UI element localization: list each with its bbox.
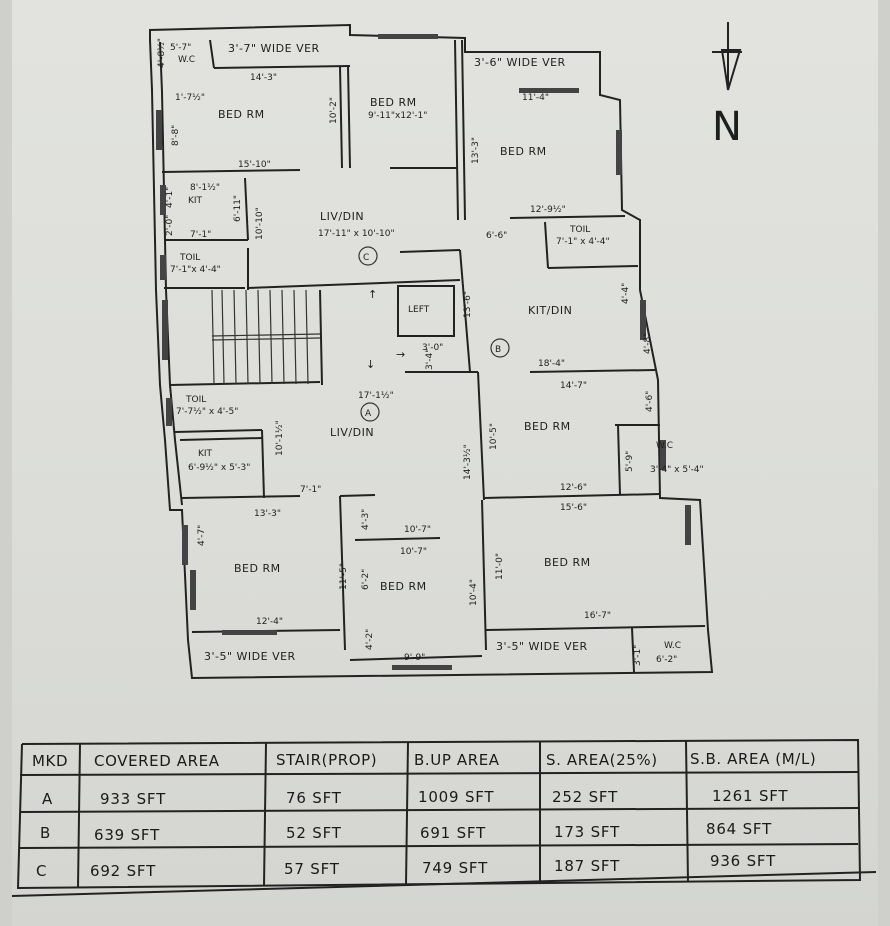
- row-b-mkd: B: [40, 824, 52, 842]
- row-b-sbarea: 864 SFT: [706, 820, 773, 838]
- livdin-c-dims: 17'-11" x 10'-10": [318, 229, 395, 239]
- wc-top-name: W.C: [178, 55, 196, 65]
- bed-b3-name: BED RM: [544, 556, 591, 569]
- kit-c-name: KIT: [188, 196, 203, 206]
- bed-b3-bottom: 16'-7": [584, 611, 612, 621]
- row-a-stair: 76 SFT: [286, 789, 342, 807]
- wc-top-dims: 5'-7": [170, 43, 192, 53]
- bed-a2-dims: 10'-7": [404, 525, 432, 535]
- wc-b-name: W.C: [656, 441, 674, 451]
- col-header-s-area: S. AREA(25%): [546, 751, 658, 769]
- row-a-sbarea: 1261 SFT: [712, 787, 789, 805]
- toil-b-name: TOIL: [570, 225, 591, 235]
- bed-b1-name: BED RM: [500, 145, 547, 158]
- staircase: [212, 288, 406, 384]
- bed-a1-dims: 13'-3": [254, 509, 282, 519]
- stair-down-arrow: ↓: [366, 358, 376, 371]
- livdin-a-dims: 17'-1½": [358, 391, 394, 401]
- toil-b-note: 6'-6": [486, 231, 508, 241]
- kitdin-b-side3: 13'-6": [463, 290, 473, 318]
- col-header-sb-area: S.B. AREA (M/L): [690, 750, 817, 768]
- kit-c-bottom: 7'-1": [190, 230, 212, 240]
- wc-b2-dims: 6'-2": [656, 655, 678, 665]
- bed-b2-bottom: 12'-6": [560, 483, 588, 493]
- row-b-stair: 52 SFT: [286, 824, 342, 842]
- bed-b2-dims: 14'-7": [560, 381, 588, 391]
- north-label: N: [712, 104, 743, 150]
- kitdin-b-name: KIT/DIN: [528, 304, 573, 317]
- row-c-sbarea: 936 SFT: [710, 852, 777, 870]
- bed-b3-side: 11'-0": [495, 552, 505, 580]
- bed-c1-note: 1'-7½": [175, 93, 206, 103]
- livdin-a-name: LIV/DIN: [330, 426, 375, 439]
- wc-b-dims: 3'-4" x 5'-4": [650, 465, 704, 475]
- landing-dims: 3'-0": [422, 343, 444, 353]
- row-c-stair: 57 SFT: [284, 860, 340, 878]
- bed-c2-side: 10'-2": [329, 96, 339, 124]
- vertical-dimensions: [157, 38, 655, 666]
- entry-arrow: →: [396, 348, 406, 361]
- bed-b2-name: BED RM: [524, 420, 571, 433]
- row-a-covered: 933 SFT: [100, 790, 167, 808]
- row-c-covered: 692 SFT: [90, 862, 157, 880]
- bed-c2-dims: 9'-11"x12'-1": [368, 111, 428, 121]
- wc-b-side: 5'-9": [625, 450, 635, 472]
- kitdin-b-side2: 4'-8": [643, 332, 653, 354]
- bed-a2-side3: 4'-3": [361, 508, 371, 530]
- ver-a-name: 3'-5" WIDE VER: [204, 650, 296, 663]
- ver-b2-name: 3'-5" WIDE VER: [496, 640, 588, 653]
- kitdin-b-side: 4'-4": [621, 282, 631, 304]
- bed-c2-name: BED RM: [370, 96, 417, 109]
- livdin-a-side: 14'-3½": [463, 444, 473, 480]
- livdin-a-tag: A: [365, 409, 372, 419]
- bed-a1-name: BED RM: [234, 562, 281, 575]
- row-a-mkd: A: [42, 790, 54, 808]
- livdin-c-side: 10'-10": [255, 207, 265, 240]
- kitdin-b-bottom: 18'-4": [538, 359, 566, 369]
- col-header-covered-area: COVERED AREA: [94, 752, 220, 770]
- toil-b-dims: 7'-1" x 4'-4": [556, 237, 610, 247]
- row-c-bup: 749 SFT: [422, 859, 489, 877]
- kit-a-name: KIT: [198, 449, 213, 459]
- bed-a2-side2: 6'-2": [361, 568, 371, 590]
- stair-up-arrow: ↑: [368, 288, 378, 301]
- bed-b3-dims: 15'-6": [560, 503, 588, 513]
- bed-a1-side: 4'-7": [197, 524, 207, 546]
- bed-a1-bottom: 12'-4": [256, 617, 284, 627]
- north-arrow-icon: [712, 22, 742, 150]
- livdin-a-bottom: 7'-1": [300, 485, 322, 495]
- bed-c1-dims: 14'-3": [250, 73, 278, 83]
- bed-a2-side4: 4'-2": [365, 628, 375, 650]
- row-b-covered: 639 SFT: [94, 826, 161, 844]
- kit-a-dims: 6'-9½" x 5'-3": [188, 463, 251, 473]
- wc-b2-name: W.C: [664, 641, 682, 651]
- bed-b2-side2: 4'-6": [645, 390, 655, 412]
- lift-name: LEFT: [408, 305, 430, 315]
- bed-b2-side: 10'-5": [489, 422, 499, 450]
- toil-c-dims: 7'-1"x 4'-4": [170, 265, 221, 275]
- col-header-mkd: MKD: [32, 752, 69, 770]
- row-b-bup: 691 SFT: [420, 824, 487, 842]
- bed-a2-bottom: 9'-9": [404, 653, 426, 663]
- kit-c-gap: 6'-11": [233, 194, 243, 222]
- bed-c1-name: BED RM: [218, 108, 265, 121]
- kit-c-note: 2'-0": [165, 214, 175, 236]
- bed-b1-dims: 11'-4": [522, 93, 550, 103]
- toil-a-name: TOIL: [186, 395, 207, 405]
- landing-side: 3'-4": [425, 348, 435, 370]
- col-header-bup-area: B.UP AREA: [414, 751, 500, 769]
- kitdin-b-tag: B: [495, 345, 502, 355]
- wc-top-side: 4'-8½": [157, 37, 167, 68]
- row-c-sarea: 187 SFT: [554, 857, 621, 875]
- row-a-sarea: 252 SFT: [552, 788, 619, 806]
- kit-c-side: 4'-1": [165, 186, 175, 208]
- livdin-c-name: LIV/DIN: [320, 210, 365, 223]
- livdin-a-note: 10'-1½": [275, 420, 285, 456]
- toil-a-dims: 7'-7½" x 4'-5": [176, 407, 239, 417]
- row-a-bup: 1009 SFT: [418, 788, 495, 806]
- wc-b2-side: 3'-1": [633, 644, 643, 666]
- ver-b-name: 3'-6" WIDE VER: [474, 56, 566, 69]
- toil-c-name: TOIL: [180, 253, 201, 263]
- kit-c-dims: 8'-1½": [190, 183, 221, 193]
- bed-a2-name: BED RM: [380, 580, 427, 593]
- room-labels: [170, 42, 704, 665]
- area-table: [12, 740, 876, 896]
- bed-a2-side5: 10'-4": [469, 578, 479, 606]
- col-header-stair: STAIR(PROP): [276, 751, 378, 769]
- bed-a2-dims2: 10'-7": [400, 547, 428, 557]
- ver-top-name: 3'-7" WIDE VER: [228, 42, 320, 55]
- bed-c1-side: 8'-8": [171, 124, 181, 146]
- livdin-c-tag: C: [363, 253, 370, 263]
- bed-c1-bottom: 15'-10": [238, 160, 271, 170]
- row-c-mkd: C: [36, 862, 48, 880]
- bed-b1-bottom: 12'-9½": [530, 205, 566, 215]
- bed-a2-side: 11'-5": [339, 562, 349, 590]
- row-b-sarea: 173 SFT: [554, 823, 621, 841]
- bed-b1-side: 13'-3": [471, 136, 481, 164]
